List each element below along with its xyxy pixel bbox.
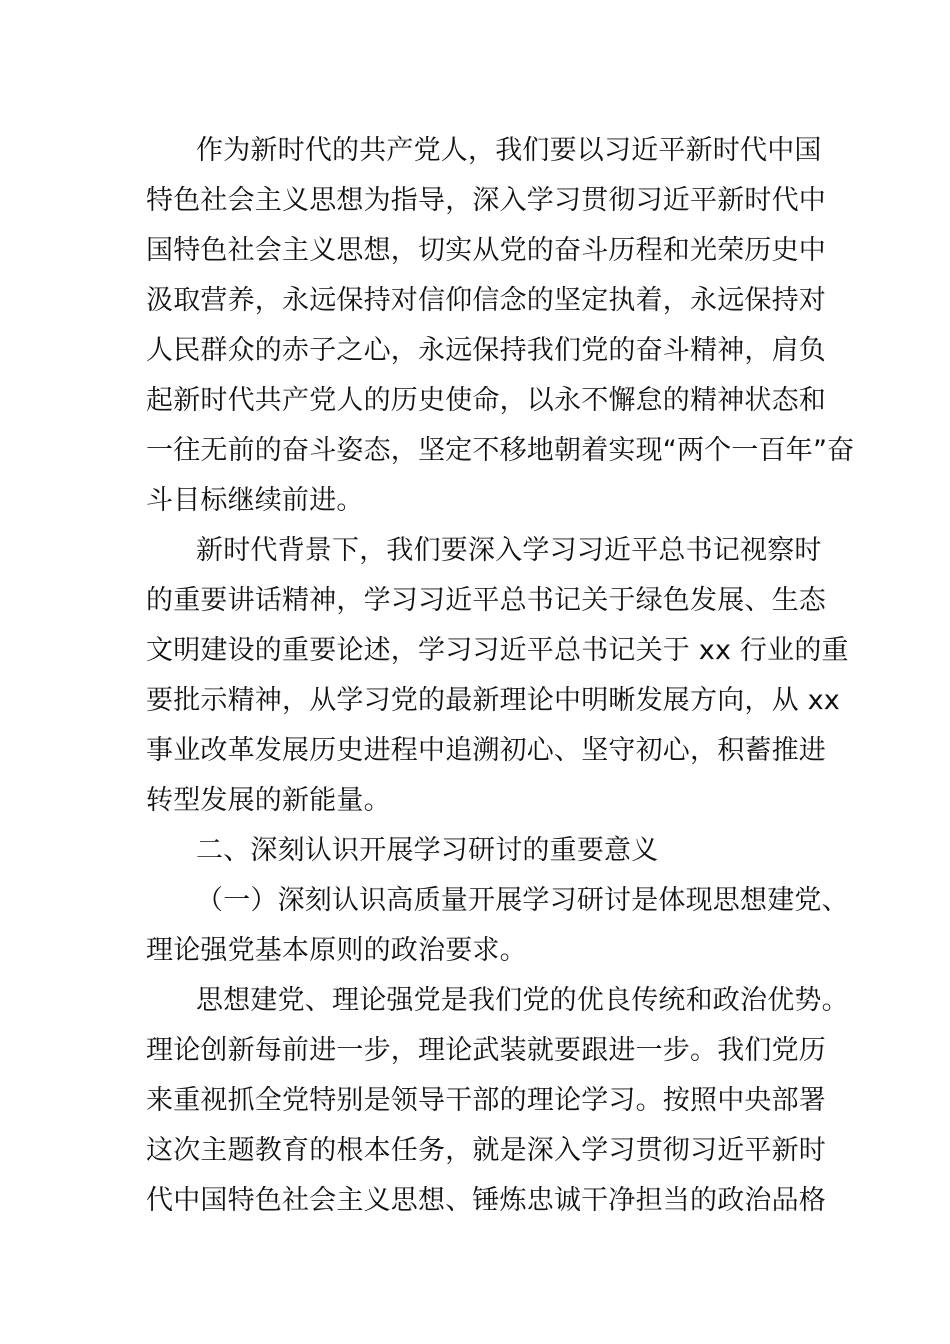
paragraph-3-line-3: 来重视抓全党特别是领导干部的理论学习。按照中央部署	[146, 1085, 826, 1116]
paragraph-3-line-5: 代中国特色社会主义思想、锤炼忠诚干净担当的政治品格	[146, 1185, 826, 1216]
paragraph-2-line-4: 要批示精神，从学习党的最新理论中明晰发展方向，从 xx	[146, 685, 840, 716]
paragraph-1-line-2: 特色社会主义思想为指导，深入学习贯彻习近平新时代中	[146, 185, 826, 216]
paragraph-1-line-6: 起新时代共产党人的历史使命，以永不懈怠的精神状态和	[146, 385, 826, 416]
paragraph-1-line-5: 人民群众的赤子之心，永远保持我们党的奋斗精神，肩负	[146, 335, 826, 366]
paragraph-3-line-4: 这次主题教育的根本任务，就是深入学习贯彻习近平新时	[146, 1135, 826, 1166]
subsection-heading-line-1: （一）深刻认识高质量开展学习研讨是体现思想建党、	[196, 885, 849, 916]
paragraph-1-line-1: 作为新时代的共产党人，我们要以习近平新时代中国	[196, 135, 822, 166]
paragraph-2-line-3: 文明建设的重要论述，学习习近平总书记关于 xx 行业的重	[146, 635, 849, 666]
paragraph-2-line-2: 的重要讲话精神，学习习近平总书记关于绿色发展、生态	[146, 585, 826, 616]
paragraph-1-line-7: 一往无前的奋斗姿态，坚定不移地朝着实现“两个一百年”奋	[146, 435, 855, 466]
paragraph-1-line-3: 国特色社会主义思想，切实从党的奋斗历程和光荣历史中	[146, 235, 826, 266]
subsection-heading-line-2: 理论强党基本原则的政治要求。	[146, 935, 527, 966]
paragraph-2-line-1: 新时代背景下，我们要深入学习习近平总书记视察时	[196, 535, 822, 566]
section-heading: 二、深刻认识开展学习研讨的重要意义	[196, 835, 659, 866]
paragraph-1-line-8: 斗目标继续前进。	[146, 485, 364, 516]
paragraph-1-line-4: 汲取营养，永远保持对信仰信念的坚定执着，永远保持对	[146, 285, 826, 316]
paragraph-3-line-2: 理论创新每前进一步，理论武装就要跟进一步。我们党历	[146, 1035, 826, 1066]
paragraph-3-line-1: 思想建党、理论强党是我们党的优良传统和政治优势。	[196, 985, 849, 1016]
paragraph-2-line-5: 事业改革发展历史进程中追溯初心、坚守初心，积蓄推进	[146, 735, 826, 766]
paragraph-2-line-6: 转型发展的新能量。	[146, 785, 391, 816]
